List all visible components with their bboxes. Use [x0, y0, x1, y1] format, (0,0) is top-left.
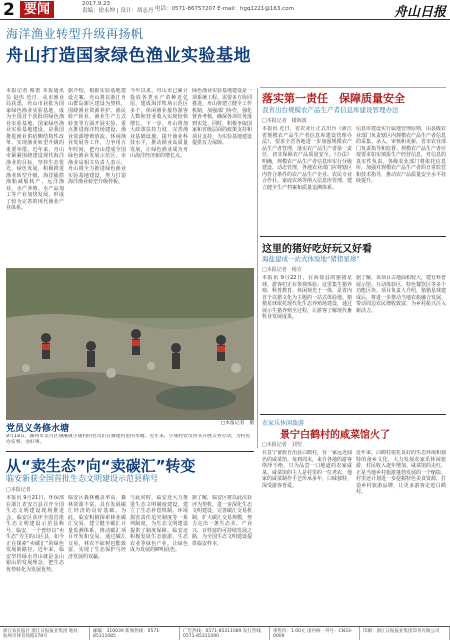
- newspaper-logo: 舟山日报: [393, 5, 446, 20]
- column-divider: [257, 88, 258, 448]
- contact-info: 电话：0571-86757207 E-mail：hgq1221@163.com: [155, 6, 294, 12]
- right-top-byline: □本报记者 楼海波: [262, 118, 307, 124]
- right-top-body: 本报讯 近日，省农业厅正式出台《浙江省规模农产品生产者信息库建设管理办法》，要求全省各地进一步加强规模农产品生产者管理，落实农产品生产者第一责任，切实保障农产品质量安全。《办法》明确，规模农产品生产者信息库实行分级建设、动态管理，各地农业部门应将辖区内符合条件的农产品生产企业、农民专业合作社、家庭农场等纳入信息库管理，建立健全生产档案和质量追溯体系。: [262, 126, 352, 191]
- right-mid-subtitle: 海盐建成一站式体验地“猪猪星球”: [262, 255, 360, 263]
- pond-repair-photo-illustration: [6, 268, 254, 420]
- divider: [6, 451, 254, 452]
- lead-subhead: 海洋渔业转型升级再扬帆: [6, 27, 144, 41]
- right-bottom-title: 景宁白鹤村的咸菜馆火了: [280, 430, 390, 441]
- bottom-column-2: 临安区森林覆盖率高，森林资源丰富，具有发展碳汇经济的良好基础。为此，临安积极探索林业碳汇交易，建立健全碳汇计量监测体系，推动碳汇项目开发和交易。通过碳汇交易，林农不砍树也能致富，实现了生态保护与经济发展的双赢。: [68, 495, 126, 560]
- bottom-byline: □本报记者: [6, 487, 31, 493]
- right-bottom-body: 在景宁畲族自治县白鹤村，有一家远近闻名的咸菜馆。每到周末，来自各地的游客络绎不绝，只为品尝一口地道的农家咸菜。咸菜馆的主人是村里的一位老农，他家的咸菜制作手艺传承多年，口味独特，深受游客喜爱。: [262, 450, 352, 489]
- right-bottom-byline: □本报记者 刘翌: [262, 442, 302, 448]
- lead-column-1: 本报记者 蔡蕾 本报通讯员 赵伟 近日，从市渔业局获悉，舟山市获批为国家绿色渔业实验基地，成为全国首个获批的绿色渔业实验基地。国家绿色渔业实验基地建设，是我国推进渔业供给侧结构性改革、实现渔业转型升级的重要举措。近年来，舟山市紧紧围绕建设现代海洋渔业的目标，坚持生态优先、绿色发展，积极推进渔业转型升级，海洋捕捞渔船减船转产、远洋渔业、水产养殖、水产品加工等产业加快发展，形成了较为完善的现代渔业产业体系。: [6, 88, 64, 211]
- lead-column-2: 据介绍，根据实验基地建设方案，舟山将以浙江舟山群岛新区建设为契机，围绕渔业资源养护、渔民转产转业、渔业生产方式转变等方面开展实验，重点推进海洋牧场建设、渔业资源增殖放流、休闲渔业发展等工作，力争用五年时间，把舟山建成全国绿色渔业发展示范区。市渔业局相关负责人表示，舟山将全力推进绿色渔业实验基地建设，努力打造海洋渔业转型升级样板。: [68, 88, 126, 185]
- right-mid-byline: □本报记者 杨宣: [262, 267, 302, 273]
- bottom-column-3: 与此同时，临安还大力推进生态文明制度建设，建立了生态补偿机制、环境损害责任追究制度等一系列制度，为生态文明建设提供了制度保障。临安还积极发展生态旅游、生态农业等绿色产业，让绿色成为发展的鲜明底色。: [130, 495, 188, 553]
- divider: [260, 87, 446, 88]
- lead-headline: 舟山打造国家绿色渔业实验基地: [6, 46, 251, 66]
- photo-caption: 9月19日，湖州市吴兴区埭溪镇小康村的党员们在修建村里的水塘。近年来，小康村党员带头开展义务劳动，为村民办实事、办好事。: [6, 434, 251, 445]
- right-mid-body-2: 据了解，该项目占地面积较大，建有科普展示馆、互动体验区、特色餐饮区等多个功能区块。项目负责人介绍，猪猪星球建成后，将进一步推动当地农旅融合发展，带动周边农民增收致富，为乡村振兴注入新活力。: [356, 275, 446, 314]
- right-bottom-body-2: 近年来，白鹤村依托良好的生态环境和独特的畲乡文化，大力发展农家乐休闲旅游，村民收入逐年增加。咸菜馆的走红，正是当地乡村旅游蓬勃发展的一个缩影。村里还计划进一步挖掘特色美食资源，打造乡村旅游品牌，让更多游客走进白鹤村。: [356, 450, 446, 495]
- bottom-subtitle: 临安新获全国首批生态文明建设示范县称号: [6, 474, 158, 483]
- right-top-body-2: 信息库建设实行属地管理原则，由县级农业部门负责辖区内规模农产品生产者信息的采集、录入、审核和更新，省市农业部门负责指导和监督。规模农产品生产者应按要求如实填报生产经营信息，对信息的真实性负责。各级农业部门将依托信息库，加强对规模农产品生产者的日常监管和技术指导，推动农产品质量安全水平持续提升。: [356, 126, 446, 184]
- divider: [260, 414, 446, 415]
- footer-item: 广告热线：0571-85311089 发行热线：0571-85311090: [180, 627, 270, 640]
- page-footer: [0, 626, 450, 640]
- editor-credit: 责编：徐永坤 | 设计：胡志丹: [82, 8, 154, 14]
- right-top-subtitle: 我省出台规模农产品生产者信息库建设管理办法: [262, 106, 399, 114]
- footer-item: 零售价：1.00元 国内统一刊号：CN33-0009: [270, 627, 360, 640]
- issue-meta: [82, 1, 153, 15]
- bottom-column-4: 据了解，临安区将以此次获评为契机，进一步深化生态文明建设，完善碳汇交易机制，扩大碳汇交易规模，努力走出一条生态美、产业兴、百姓富的可持续发展之路，为全国生态文明建设提供临安样本。: [192, 495, 252, 547]
- bottom-headline: 从“卖生态”向“卖碳汇”转变: [6, 457, 196, 475]
- lead-column-3: 今年以来，舟山市已累计投放各类水产苗种近亿尾，建成海洋牧场示范区多个，休闲渔业接待游客人数和营业收入实现较快增长。下一步，舟山将加大政策扶持力度，完善渔业基础设施，提升渔业科技水平，推动渔业高质量发展，让绿色渔业成为舟山海洋经济新的增长点。: [130, 88, 188, 159]
- right-top-title: 落实第一责任 保障质量安全: [262, 92, 405, 105]
- footer-item: 邮编：310039 新闻热线：0571-85311085: [90, 627, 180, 640]
- lead-column-4: 绿色渔业实验基地建设是一项系统工程，需要多方协同推进。舟山将建立健全工作机制，加强部门协作，强化督查考核，确保各项任务落到实处。同时，积极争取国家和省级层面的政策支持和项目支持，为实验基地建设提供有力保障。: [192, 88, 252, 146]
- bottom-column-1: 本报讯 9月21日，环保部在浙江省安吉县召开全国生态文明建设现场推进会，临安区获评全国首批生态文明建设示范县称号。临安，一个曾经以“卖生态”为主的山区县，如今正在探索“卖碳汇”的绿色发展新路径。近年来，临安坚持绿水青山就是金山银山的发展理念，把生态优势转化为发展优势。: [6, 495, 64, 573]
- masthead: [0, 0, 450, 20]
- page-number: 2: [3, 0, 15, 20]
- footer-item: 浙江农民报社 浙江日报报业集团 地址：杭州市体育场路178号: [0, 627, 90, 640]
- divider: [260, 236, 446, 237]
- news-photo: [6, 268, 254, 420]
- section-name: 要闻: [20, 1, 54, 18]
- right-mid-body: 本报讯 9月22日，在海盐县的猪猪星球，游客们正在参观体验。这里集生猪养殖、科普教育、休闲观光于一体，是省内首个以猪文化为主题的一站式体验地。猪猪星球依托现代化生态养殖场建设，通过展示生猪养殖全过程，让游客了解现代畜牧业发展成果。: [262, 275, 352, 320]
- issue-date: 2017.9.23: [82, 1, 110, 7]
- footer-item: 印刷：浙江日报报业集团印务有限公司: [360, 627, 450, 640]
- photo-block-title: 党员义务修水塘: [6, 424, 70, 434]
- photo-credit: □本报记者 摄: [220, 421, 254, 426]
- right-mid-title: 这里的猪好吃好玩又好看: [262, 244, 372, 255]
- right-bottom-kicker: 农家乐休闲旅游: [262, 420, 305, 427]
